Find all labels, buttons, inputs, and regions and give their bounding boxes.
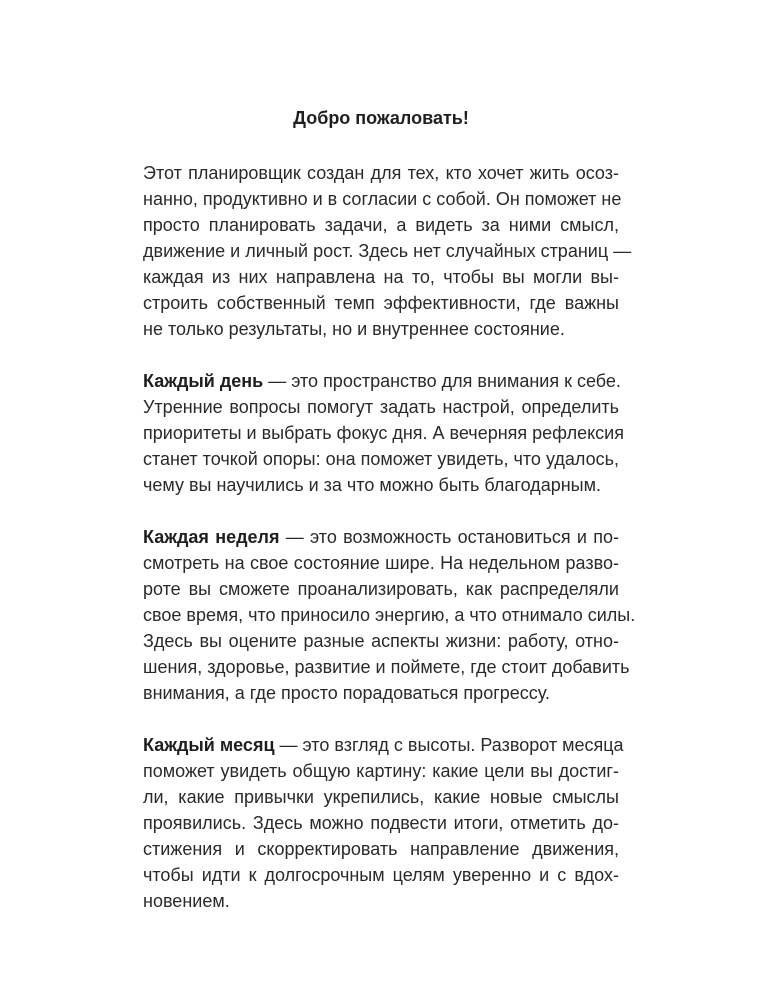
week-line: Здесь вы оцените разные аспекты жизни: работу, отно- [143, 631, 619, 651]
week-line: роте вы сможете проанализировать, как распределяли [143, 579, 619, 599]
intro-line: строить собственный темп эффективности, где важны [143, 293, 619, 313]
intro-line: каждая из них направлена на то, чтобы вы могли вы- [143, 267, 619, 287]
page [143, 106, 636, 940]
month-lead: Каждый месяц [143, 735, 275, 755]
month-line: чтобы идти к долгосрочным целям уверенно и с вдох- [143, 865, 619, 885]
week-line: шения, здоровье, развитие и поймете, где стоит добавить [143, 657, 630, 677]
month-paragraph [143, 732, 624, 914]
week-lead: Каждая неделя [143, 527, 280, 547]
intro-line: нанно, продуктивно и в согласии с собой. Он поможет не [143, 189, 622, 209]
intro-line: просто планировать задачи, а видеть за ними смысл, [143, 215, 619, 235]
week-line: смотреть на свое состояние шире. На недельном разво- [143, 553, 619, 573]
month-line: новением. [143, 891, 230, 911]
intro-line: Этот планировщик создан для тех, кто хочет жить осоз- [143, 163, 619, 183]
day-first-line [143, 368, 619, 394]
day-line: — это пространство для внимания к себе. [263, 371, 621, 391]
day-line: приоритеты и выбрать фокус дня. А вечерняя рефлексия [143, 423, 624, 443]
intro-paragraph [143, 160, 632, 342]
month-line: стижения и скорректировать направление движения, [143, 839, 619, 859]
day-line: чему вы научились и за что можно быть благодарным. [143, 475, 601, 495]
intro-line: не только результаты, но и внутреннее состояние. [143, 319, 565, 339]
day-line: станет точкой опоры: она поможет увидеть, что удалось, [143, 449, 619, 469]
week-first-line [143, 524, 619, 550]
month-line: — это взгляд с высоты. Разворот месяца [274, 735, 624, 755]
month-first-line [143, 732, 624, 758]
week-line: внимания, а где просто порадоваться прогрессу. [143, 683, 550, 703]
day-line: Утренние вопросы помогут задать настрой, определить [143, 397, 619, 417]
month-line: поможет увидеть общую картину: какие цели вы достиг- [143, 761, 619, 781]
month-line: ли, какие привычки укрепились, какие новые смыслы [143, 787, 619, 807]
day-lead: Каждый день [143, 371, 264, 391]
week-paragraph [143, 524, 636, 706]
day-paragraph [143, 368, 624, 498]
week-line: свое время, что приносило энергию, а что отнимало силы. [143, 605, 636, 625]
intro-line: движение и личный рост. Здесь нет случайных страниц — [143, 241, 632, 261]
month-line: проявились. Здесь можно подвести итоги, отметить до- [143, 813, 619, 833]
week-line: — это возможность остановиться и по- [279, 527, 619, 547]
page-title: Добро пожаловать! [293, 108, 469, 128]
